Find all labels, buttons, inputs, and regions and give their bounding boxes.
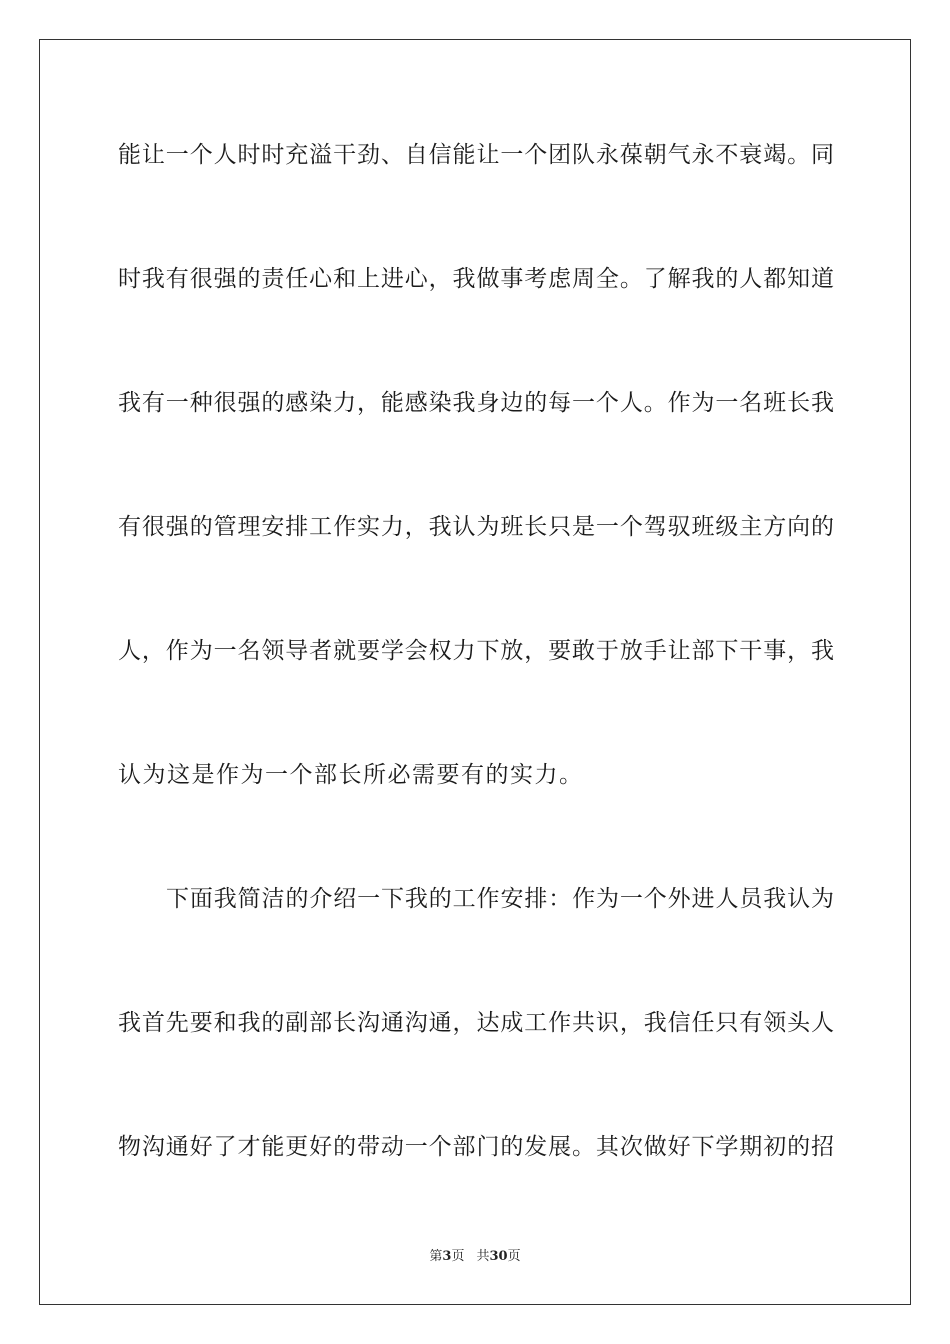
text-line-3: 我有一种很强的感染力，能感染我身边的每一个人。作为一名班长我 — [118, 390, 834, 416]
text-line-2: 时我有很强的责任心和上进心，我做事考虑周全。了解我的人都知道 — [118, 266, 834, 292]
page-footer — [0, 1248, 950, 1266]
page-border — [39, 39, 911, 1305]
text-line-8: 我首先要和我的副部长沟通沟通，达成工作共识，我信任只有领头人 — [118, 1010, 834, 1036]
text-line-5: 人，作为一名领导者就要学会权力下放，要敢于放手让部下干事，我 — [118, 638, 834, 664]
page-suffix: 页 — [451, 1249, 465, 1264]
page-number: 3 — [442, 1249, 452, 1264]
text-line-4: 有很强的管理安排工作实力，我认为班长只是一个驾驭班级主方向的 — [118, 514, 834, 540]
text-line-9: 物沟通好了才能更好的带动一个部门的发展。其次做好下学期初的招 — [118, 1134, 834, 1160]
total-suffix: 页 — [507, 1249, 521, 1264]
total-prefix: 共 — [476, 1249, 490, 1264]
total-pages: 30 — [489, 1249, 508, 1264]
text-line-1: 能让一个人时时充溢干劲、自信能让一个团队永葆朝气永不衰竭。同 — [118, 142, 834, 168]
page-prefix: 第 — [429, 1249, 443, 1264]
text-line-6: 认为这是作为一个部长所必需要有的实力。 — [118, 762, 584, 788]
text-line-7-paragraph-start: 下面我简洁的介绍一下我的工作安排：作为一个外进人员我认为 — [166, 886, 834, 912]
